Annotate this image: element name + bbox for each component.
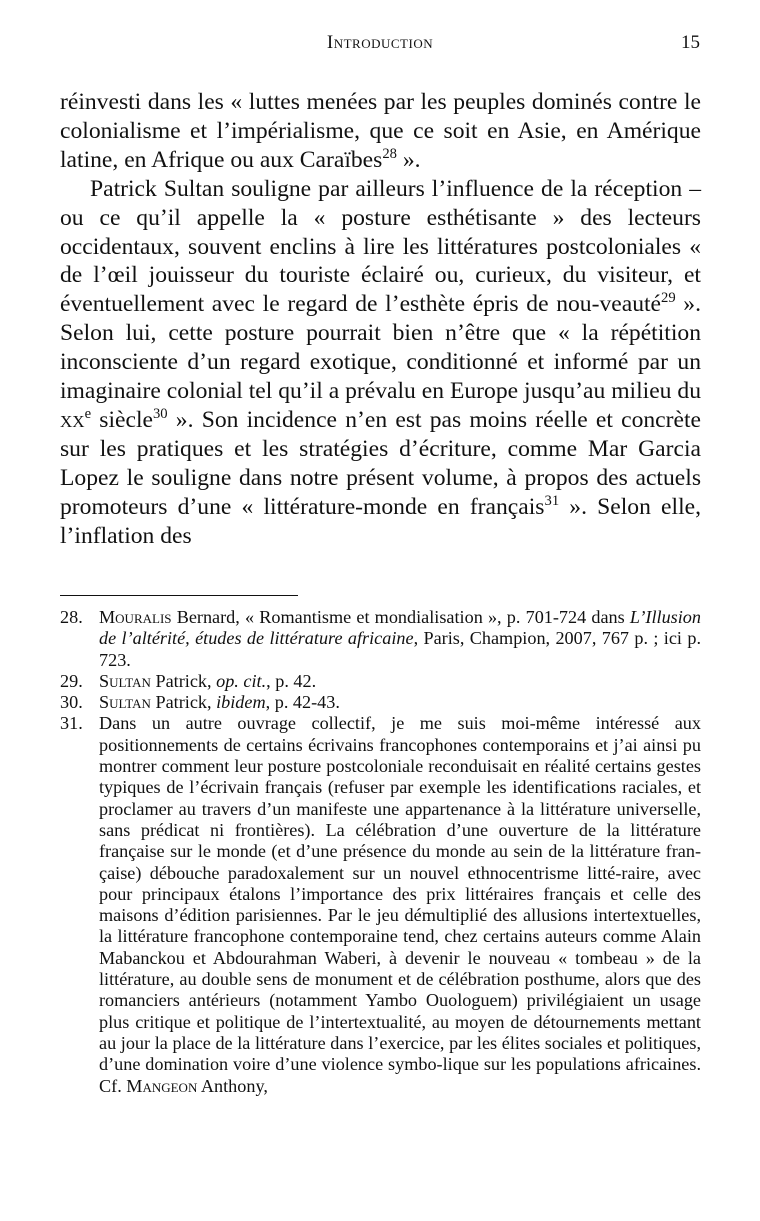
citation-abbrev: op. cit. [216, 670, 267, 691]
text-segment: Anthony, [197, 1075, 268, 1096]
century-suffix: e [84, 406, 92, 423]
footnote-30 [60, 692, 701, 713]
author-name: Sultan [99, 692, 151, 713]
text-segment: , p. 42. [266, 670, 317, 691]
running-header [60, 32, 700, 62]
footnote-ref-29: 29 [661, 290, 676, 307]
citation-abbrev: ibidem [216, 692, 266, 713]
footnote-separator [60, 595, 298, 596]
text-segment: ». [396, 146, 421, 173]
footnote-text [99, 713, 701, 1096]
paragraph-1 [60, 88, 701, 175]
text-segment: Patrick Sultan souligne par ailleurs l’influence de la réception – ou ce qu’il appelle la « posture esthétisante » des lecteurs occidentaux, souvent enclins à lire les littératures postcoloniales « de l’œil jouisseur du touriste éclairé ou, curieux, du visiteur, et éventuellement avec le regard de l’esthète épris de nou-veauté [60, 175, 701, 318]
main-text [60, 88, 701, 551]
author-name: Mangeon [126, 1075, 198, 1096]
footnote-29 [60, 671, 701, 692]
text-segment: Patrick, [150, 692, 217, 713]
footnote-ref-28: 28 [382, 145, 397, 162]
footnote-ref-30: 30 [152, 406, 168, 423]
footnote-text [99, 607, 701, 671]
footnote-number: 31. [60, 713, 83, 734]
author-name: Mouralis [99, 607, 172, 627]
footnote-text [99, 671, 701, 692]
author-name: Sultan [99, 670, 151, 691]
text-segment: ». Selon lui, cette posture pourrait bien n’être que « la répétition inconsciente d’un regard exotique, conditionné et informé par un imaginaire colonial tel qu’il a prévalu en Europe jusqu’au milieu du [60, 291, 701, 405]
footnote-text [99, 692, 701, 713]
page-number: 15 [681, 32, 700, 53]
text-segment: Patrick, [150, 670, 217, 691]
text-segment: siècle [91, 406, 153, 433]
chapter-title: Introduction [326, 32, 434, 53]
text-segment: ». Son incidence n’en est pas moins réelle et concrète sur les pratiques et les stratégies d’écriture, comme Mar Garcia Lopez le souligne dans notre présent volume, à propos des actuels promoteurs d’une « littérature-monde en français [60, 406, 702, 520]
footnote-ref-31: 31 [544, 492, 560, 509]
text-segment: , p. 42-43. [265, 692, 340, 713]
text-segment: , Paris, Champion, 2007, 767 p. ; ici p. 723. [99, 628, 701, 670]
footnotes [60, 607, 701, 1097]
footnote-number: 29. [60, 670, 83, 691]
book-title: L’Illusion de l’altérité, études de littérature africaine [99, 607, 701, 649]
paragraph-2 [60, 175, 701, 551]
text-segment: Bernard, « Romantisme et mondialisation », p. 701-724 dans [171, 607, 630, 627]
footnote-number: 30. [60, 692, 83, 713]
text-segment: Dans un autre ouvrage collectif, je me suis moi-même intéressé aux positionnements de certains écrivains francophones contemporains et j’ai ainsi pu montrer comment leur posture postcoloniale reconduisait en réalité certains gestes typiques de l’écrivain français (refuser par exemple les identifications raciales, et proclamer au travers d’un manifeste une appartenance à la littérature universelle, sans prédicat ni frontières). La célébration d’une ouverture de la littérature française sur le monde (et d’une présence du monde au sein de la littérature fran-çaise) débouche paradoxalement sur un nouvel ethnocentrisme litté-raire, avec pour principaux étalons l’importance des prix littéraires français et celle des maisons d’édition parisiennes. Par le jeu démultiplié des allusions intertextuelles, la littérature francophone contemporaine tend, chez certains auteurs comme Alain Mabanckou et Abdourahman Waberi, à devenir le nouveau « tombeau » de la littérature, au double sens de monument et de célébration posthume, alors que des romanciers antérieurs (notamment Yambo Ouologuem) privilégiaient un usage plus critique et politique de l’intertextualité, au moyen de détournements mettant au jour la place de la littérature dans l’exercice, par les élites sociales et politiques, d’une domination voire d’une violence symbo-lique sur les populations africaines. Cf. [99, 713, 701, 1096]
footnote-28 [60, 607, 701, 671]
footnote-31 [60, 713, 701, 1096]
footnote-number: 28. [60, 607, 83, 627]
text-segment: ». Selon elle, l’inflation des [60, 493, 701, 549]
century-numeral: xx [60, 406, 85, 433]
text-segment: réinvesti dans les « luttes menées par les peuples dominés contre le colonialisme et l’impérialisme, que ce soit en Asie, en Amérique latine, en Afrique ou aux Caraïbes [60, 89, 701, 173]
